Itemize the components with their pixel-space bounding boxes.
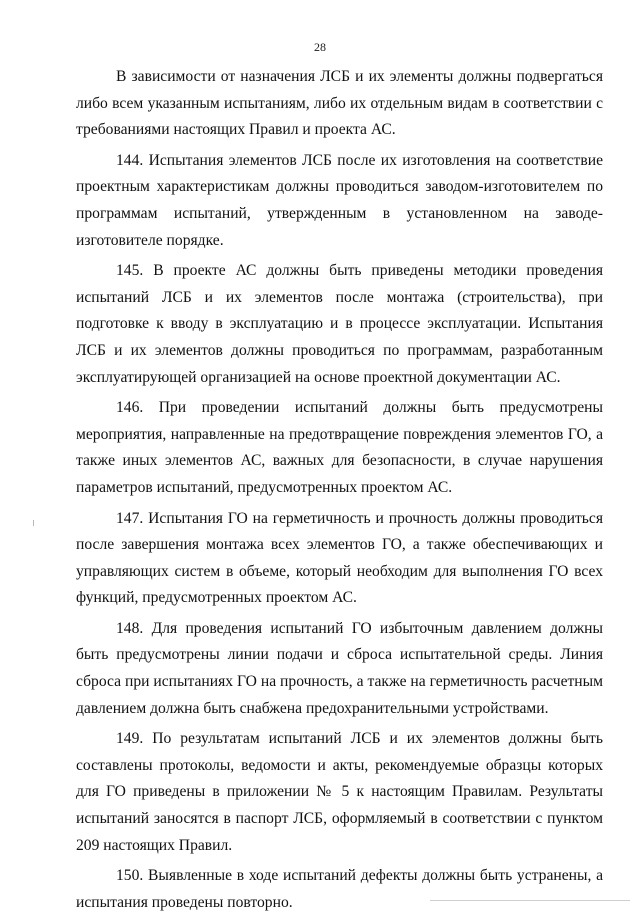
scan-edge-line <box>430 900 630 901</box>
paragraph-147: 147. Испытания ГО на герметичность и прочность должны проводиться после завершения монтажа всех элементов ГО, а также обеспечивающих и управляющих систем в объеме, который необходим для выполнения ГО всех функций, предусмотренных проектом АС. <box>76 509 603 607</box>
paragraph-intro: В зависимости от назначения ЛСБ и их элементы должны подвергаться либо всем указанным испытаниям, либо их отдельным видам в соответствии с требованиями настоящих Правил и проекта АС. <box>76 68 603 139</box>
page-number: 28 <box>314 40 326 54</box>
paragraph-150: 150. Выявленные в ходе испытаний дефекты должны быть устранены, а испытания проведены повторно. <box>76 867 603 911</box>
paragraph-149: 149. По результатам испытаний ЛСБ и их элементов должны быть составлены протоколы, ведомости и акты, рекомендуемые образцы которых для ГО приведены в приложении № 5 к настоящим Правилам. Результаты испытаний заносятся в паспорт ЛСБ, оформляемый в соответствии с пунктом 209 настоящих Правил. <box>76 730 603 854</box>
document-body <box>76 64 603 920</box>
paragraph-145: 145. В проекте АС должны быть приведены методики проведения испытаний ЛСБ и их элементов после монтажа (строительства), при подготовке к вводу в эксплуатацию и в процессе эксплуатации. Испытания ЛСБ и их элементов должны проводиться по программам, разработанным эксплуатирующей организацией на основе проектной документации АС. <box>76 262 603 386</box>
scan-margin-mark <box>33 520 34 526</box>
paragraph-146: 146. При проведении испытаний должны быть предусмотрены мероприятия, направленные на предотвращение повреждения элементов ГО, а также иных элементов АС, важных для безопасности, в случае нарушения параметров испытаний, предусмотренных проектом АС. <box>76 399 603 496</box>
paragraph-148: 148. Для проведения испытаний ГО избыточным давлением должны быть предусмотрены линии подачи и сброса испытательной среды. Линия сброса при испытаниях ГО на прочность, а также на герметичность расчетным давлением должна быть снабжена предохранительными устройствами. <box>76 619 603 717</box>
paragraph-144: 144. Испытания элементов ЛСБ после их изготовления на соответствие проектным характеристикам должны проводиться заводом-изготовителем по программам испытаний, утвержденным в установленном на заводе-изготовителе порядке. <box>76 151 603 249</box>
